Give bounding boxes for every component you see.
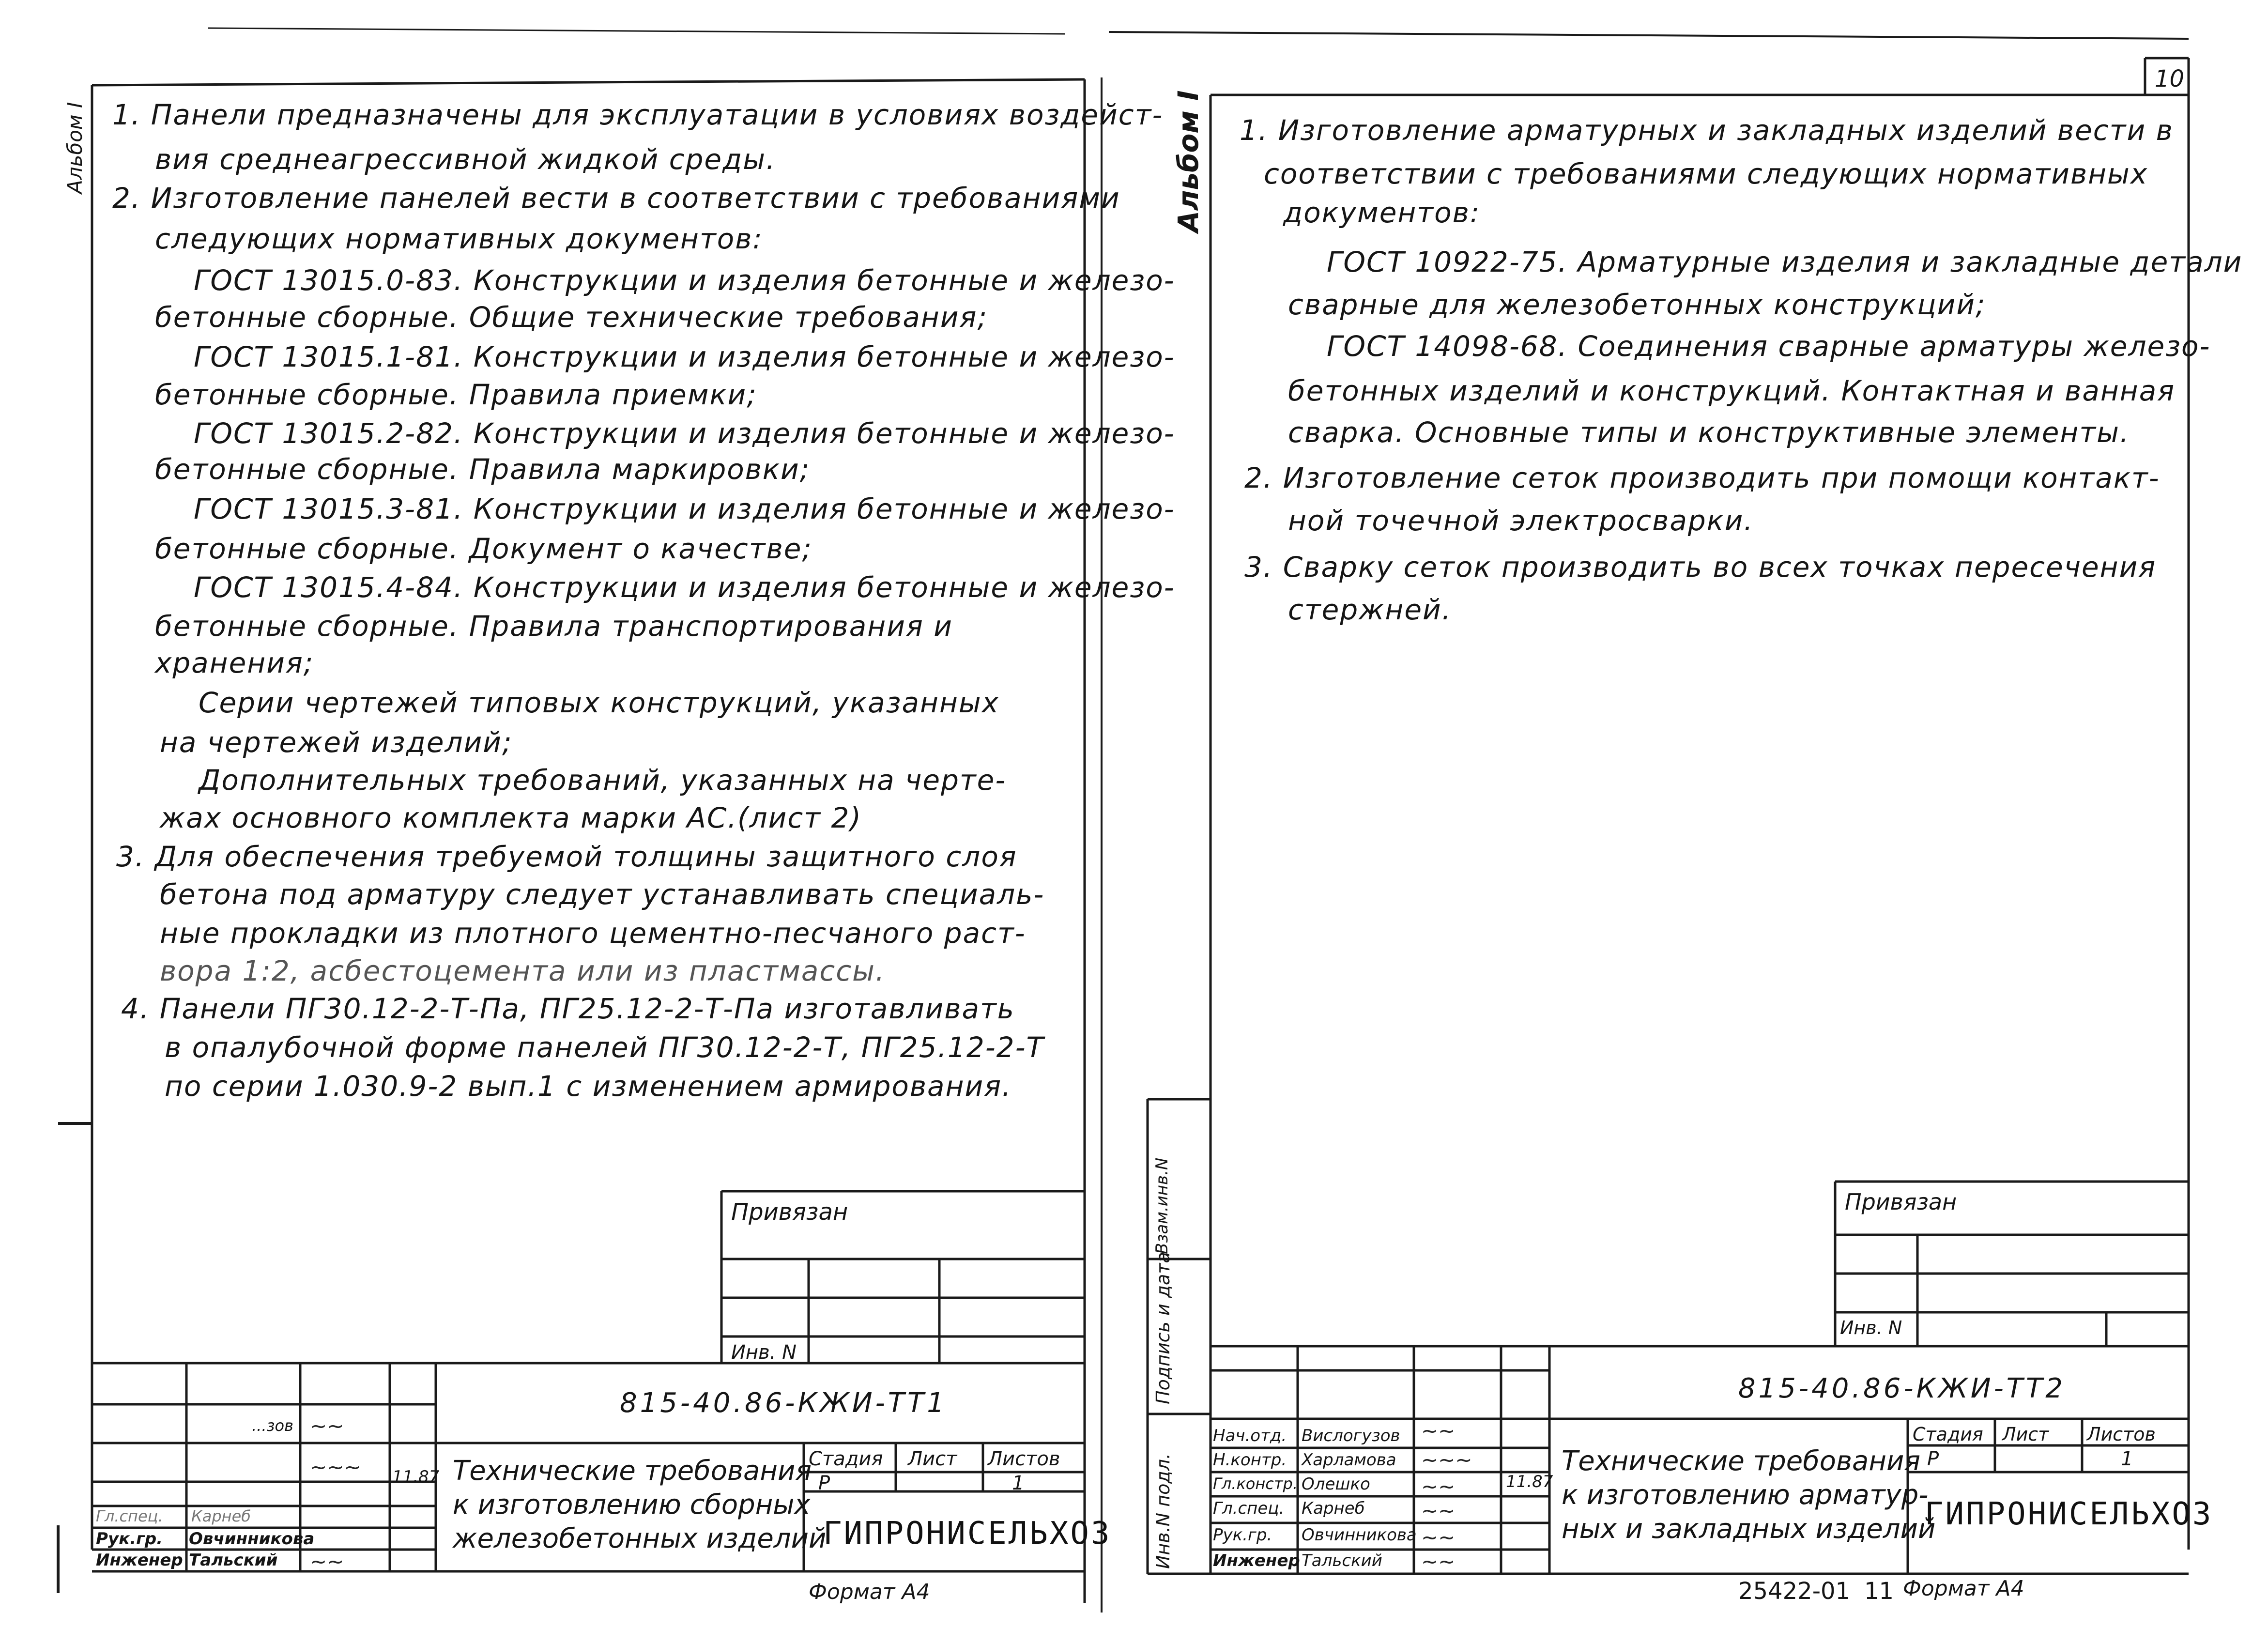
left-name: ...зов xyxy=(252,1416,293,1435)
right-bottom-code: 25422-01 xyxy=(1738,1578,1851,1605)
right-name: Овчинникова xyxy=(1302,1525,1417,1545)
left-sheet-value: 1 xyxy=(1012,1472,1025,1494)
right-side-column: Взам.инв.N xyxy=(1152,1157,1172,1254)
left-item-line: ГОСТ 13015.2-82. Конструкции и изделия бетонные и железо- xyxy=(194,417,1175,450)
left-inv-label: Инв. N xyxy=(731,1341,797,1364)
left-title-line: железобетонных изделий xyxy=(453,1523,827,1554)
right-item-line: 2. Изготовление сеток производить при помощи контакт- xyxy=(1244,461,2160,494)
left-sheet-label: Лист xyxy=(908,1448,957,1470)
left-name: Тальский xyxy=(189,1551,278,1570)
left-role: Гл.спец. xyxy=(96,1507,163,1525)
right-name: Вислогузов xyxy=(1302,1426,1400,1445)
right-item-line: документов: xyxy=(1283,196,1481,229)
right-side-column: Инв.N подл. xyxy=(1152,1453,1174,1569)
right-format: Формат А4 xyxy=(1903,1576,2024,1601)
left-item-line: следующих нормативных документов: xyxy=(155,222,763,255)
right-signature-mark: ~~ xyxy=(1421,1550,1456,1573)
right-stage-label: Стадия xyxy=(1913,1424,1983,1445)
right-sheets-label: Листов xyxy=(2087,1424,2156,1445)
right-signature-mark: ~~ xyxy=(1421,1499,1456,1522)
right-item-line: ной точечной электросварки. xyxy=(1288,504,1754,537)
right-name: Тальский xyxy=(1302,1551,1382,1570)
right-role: Н.контр. xyxy=(1213,1450,1287,1470)
right-role: Гл.спец. xyxy=(1213,1499,1285,1518)
left-signature-mark: ~~ xyxy=(310,1550,344,1573)
left-item-line: 2. Изготовление панелей вести в соответствии с требованиями xyxy=(112,182,1120,215)
left-item-line: 4. Панели ПГ30.12-2-Т-Па, ПГ25.12-2-Т-Па изготавливать xyxy=(121,992,1015,1025)
left-item-line: хранения; xyxy=(155,646,314,679)
left-role: Рук.гр. xyxy=(96,1529,163,1549)
right-role: Гл.констр. xyxy=(1213,1474,1298,1493)
right-signature-mark: ~~~ xyxy=(1421,1448,1472,1472)
left-title-line: Технические требования xyxy=(453,1455,812,1487)
right-role: Рук.гр. xyxy=(1213,1525,1272,1545)
left-role: Инженер xyxy=(96,1551,183,1570)
right-signature-mark: ~~ xyxy=(1421,1474,1456,1498)
right-date: 11.87 xyxy=(1506,1472,1553,1491)
right-item-line: стержней. xyxy=(1288,593,1452,626)
right-item-line: ГОСТ 10922-75. Арматурные изделия и закладные детали xyxy=(1327,246,2243,278)
left-item-line: ГОСТ 13015.0-83. Конструкции и изделия бетонные и железо- xyxy=(194,264,1175,297)
right-title-line: Технические требования xyxy=(1562,1445,1921,1477)
right-side-label: Альбом I xyxy=(1172,90,1205,232)
left-org-name: ГИПРОНИСЕЛЬХОЗ xyxy=(823,1516,1112,1551)
left-item-line: ГОСТ 13015.3-81. Конструкции и изделия бетонные и железо- xyxy=(194,492,1175,525)
left-signature-mark: ~~ xyxy=(310,1414,344,1438)
right-bottom-num: 11 xyxy=(1864,1578,1894,1605)
left-item-line: в опалубочной форме панелей ПГ30.12-2-Т, ПГ25.12-2-Т xyxy=(165,1031,1044,1064)
right-stage-value: Р xyxy=(1927,1448,1939,1470)
left-item-line: на чертежей изделий; xyxy=(160,726,513,759)
left-side-label: Альбом I xyxy=(63,102,87,194)
left-format: Формат А4 xyxy=(809,1580,930,1604)
left-item-line: по серии 1.030.9-2 вып.1 с изменением армирования. xyxy=(165,1070,1012,1103)
right-inv-label: Инв. N xyxy=(1840,1317,1902,1338)
left-privyazan-label: Привязан xyxy=(731,1198,848,1226)
right-org-name: ГИПРОНИСЕЛЬХОЗ xyxy=(1925,1496,2213,1532)
right-doc-code: 815-40.86-КЖИ-ТТ2 xyxy=(1738,1373,2066,1404)
left-item-line: бетонные сборные. Общие технические требования; xyxy=(155,301,988,334)
left-item-line: 3. Для обеспечения требуемой толщины защитного слоя xyxy=(116,840,1017,873)
left-item-line: бетонные сборные. Правила маркировки; xyxy=(155,453,811,486)
right-item-line: сварка. Основные типы и конструктивные элементы. xyxy=(1288,416,2130,449)
right-sheet-label: Лист xyxy=(2002,1424,2049,1445)
left-item-line: Серии чертежей типовых конструкций, указанных xyxy=(199,686,1000,719)
right-item-line: 1. Изготовление арматурных и закладных изделий вести в xyxy=(1240,114,2174,147)
right-item-line: сварные для железобетонных конструкций; xyxy=(1288,288,1986,321)
right-item-line: ГОСТ 14098-68. Соединения сварные арматуры железо- xyxy=(1327,330,2211,363)
right-privyazan-label: Привязан xyxy=(1845,1189,1957,1215)
right-name: Карнеб xyxy=(1302,1499,1365,1518)
left-item-line: жах основного комплекта марки АС.(лист 2) xyxy=(160,801,862,834)
left-item-line: бетона под арматуру следует устанавливать специаль- xyxy=(160,878,1045,911)
left-item-line: бетонные сборные. Правила транспортирования и xyxy=(155,610,953,643)
right-item-line: 3. Сварку сеток производить во всех точках пересечения xyxy=(1244,551,2157,584)
left-item-line: ГОСТ 13015.1-81. Конструкции и изделия бетонные и железо- xyxy=(194,340,1175,373)
left-stage-label: Стадия xyxy=(809,1448,883,1470)
right-role: Инженер xyxy=(1213,1551,1300,1570)
right-name: Харламова xyxy=(1302,1450,1396,1470)
left-doc-code: 815-40.86-КЖИ-ТТ1 xyxy=(620,1387,947,1419)
right-signature-mark: ~~ xyxy=(1421,1419,1456,1443)
left-item-line: ные прокладки из плотного цементно-песчаного раст- xyxy=(160,917,1026,950)
left-item-line: вора 1:2, асбестоцемента или из пластмассы. xyxy=(160,954,886,987)
right-role: Нач.отд. xyxy=(1213,1426,1287,1445)
right-name: Олешко xyxy=(1302,1474,1370,1494)
left-title-line: к изготовлению сборных xyxy=(453,1489,811,1520)
right-signature-mark: ~~ xyxy=(1421,1525,1456,1549)
right-title-line: к изготовлению арматур- xyxy=(1562,1479,1929,1511)
left-name: Овчинникова xyxy=(189,1529,315,1549)
left-item-line: бетонные сборные. Правила приемки; xyxy=(155,378,757,411)
right-title-line: ных и закладных изделий xyxy=(1562,1513,1936,1545)
left-signature-mark: ~~~ xyxy=(310,1455,361,1479)
right-sheet-value: 1 xyxy=(2121,1448,2133,1470)
right-page-number: 10 xyxy=(2155,65,2185,92)
right-item-line: бетонных изделий и конструкций. Контактная и ванная xyxy=(1288,374,2176,407)
left-item-line: Дополнительных требований, указанных на черте- xyxy=(199,764,1007,797)
left-date: 11.87 xyxy=(392,1467,440,1487)
left-stage-value: Р xyxy=(818,1472,830,1494)
left-item-line: вия среднеагрессивной жидкой среды. xyxy=(155,143,776,176)
left-item-line: ГОСТ 13015.4-84. Конструкции и изделия бетонные и железо- xyxy=(194,571,1175,604)
left-name: Карнеб xyxy=(191,1507,251,1525)
left-item-line: бетонные сборные. Документ о качестве; xyxy=(155,532,812,565)
left-sheets-label: Листов xyxy=(988,1448,1060,1470)
right-item-line: соответствии с требованиями следующих нормативных xyxy=(1264,157,2148,190)
right-side-column: Подпись и дата xyxy=(1152,1252,1174,1404)
left-item-line: 1. Панели предназначены для эксплуатации в условиях воздейст- xyxy=(112,98,1164,131)
